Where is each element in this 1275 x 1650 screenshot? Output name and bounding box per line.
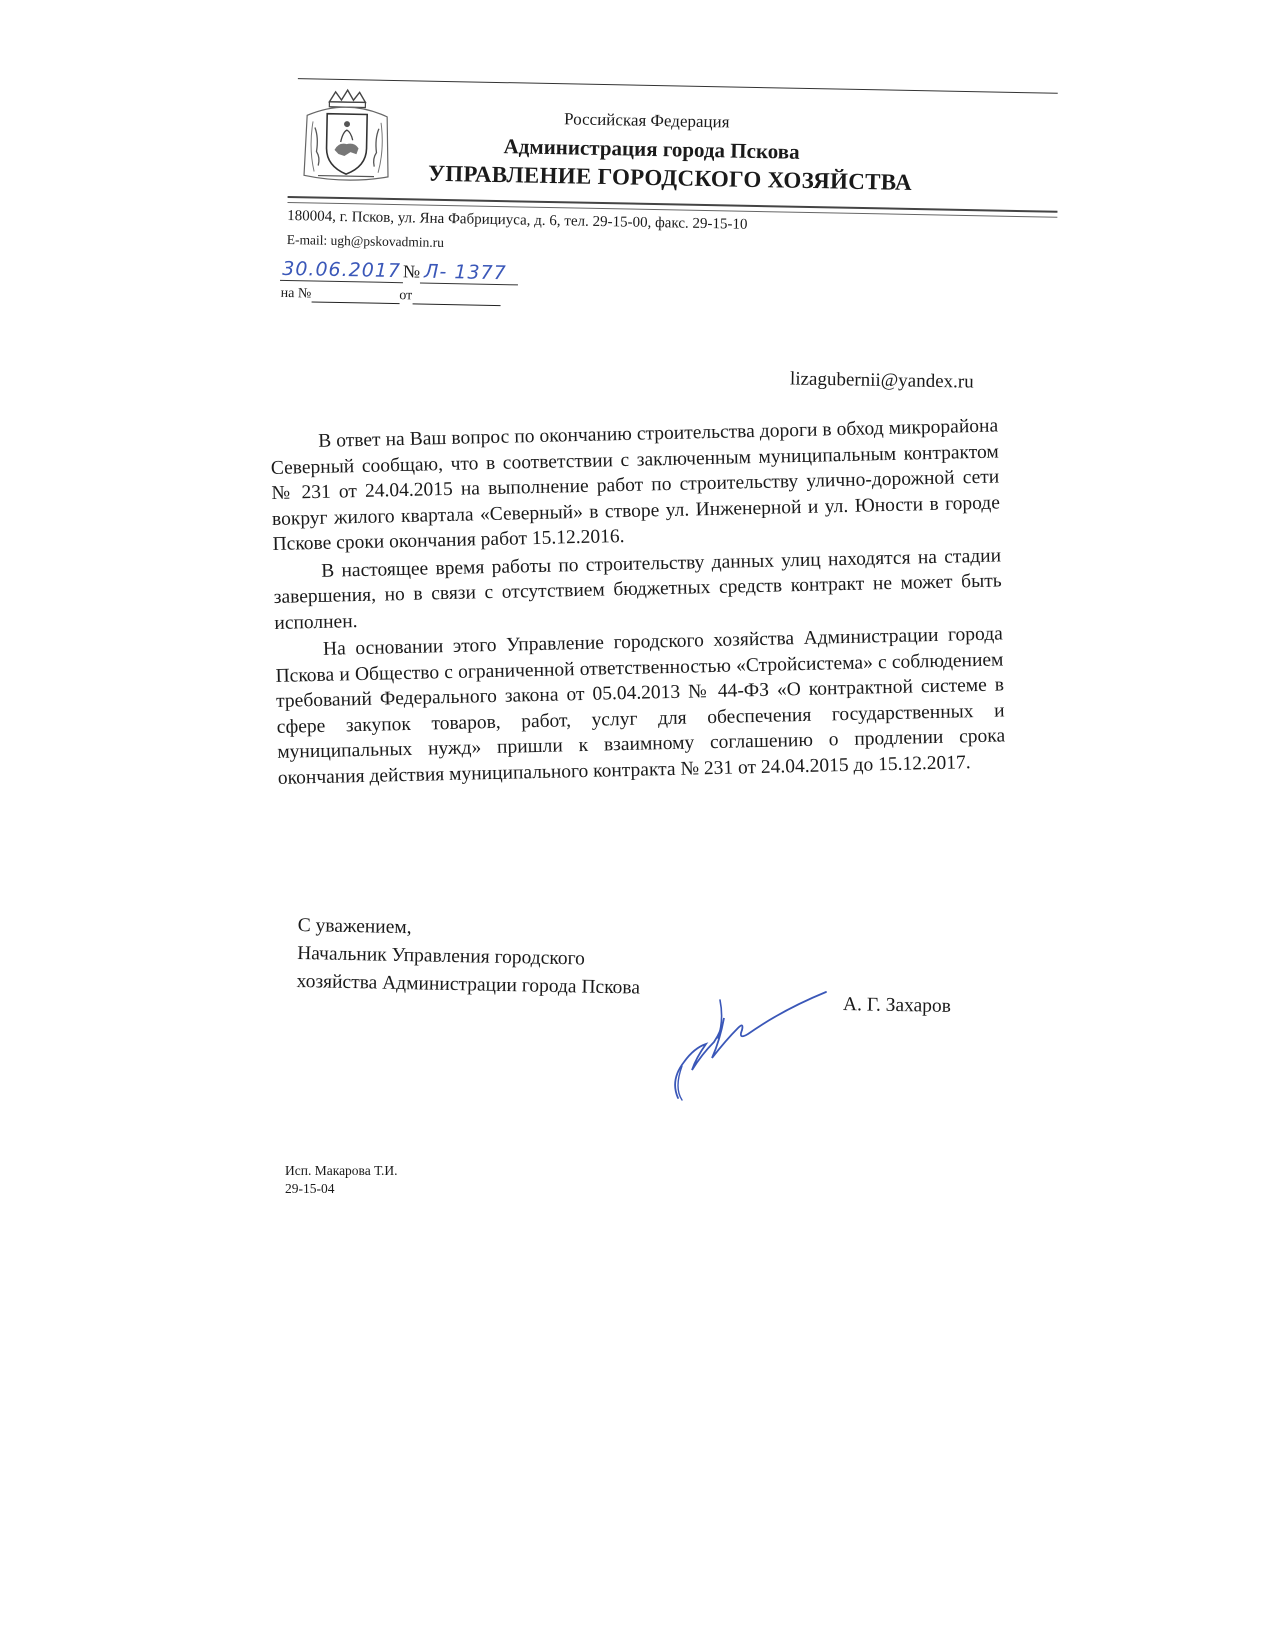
reference-row (281, 286, 501, 306)
executor-name: Исп. Макарова Т.И. (285, 1163, 398, 1178)
handwritten-signature (662, 970, 832, 1110)
header-email: E-mail: ugh@pskovadmin.ru (286, 231, 445, 250)
recipient-email: lizagubernii@yandex.ru (789, 368, 974, 393)
body-paragraph: В настоящее время работы по строительству данных улиц находятся на стадии завершения, но в связи с отсутствием бюджетных средств контракт не может быть исполнен. (273, 544, 1002, 634)
closing-position-line-1: Начальник Управления городского (297, 942, 586, 970)
header-address: 180004, г. Псков, ул. Яна Фабрициуса, д. 6, тел. 29-15-00, факс. 29-15-10 (287, 207, 748, 233)
header-department: УПРАВЛЕНИЕ ГОРОДСКОГО ХОЗЯЙСТВА (427, 160, 913, 195)
closing-position-line-2: хозяйства Администрации города Пскова (296, 970, 641, 999)
registration-number-label: № (402, 261, 421, 282)
executor-block (285, 1162, 398, 1198)
body-paragraph: В ответ на Ваш вопрос по окончанию строительства дороги в обход микрорайона Северный сообщаю, что в соответствии с заключенным муниципальным контрактом № 231 от 24.04.2015 на выполнение работ по строительству улично-дорожной сети вокруг жилого квартала «Северный» в створе ул. Инженерной и ул. Юности в городе Пскове сроки окончания работ 15.12.2016. (270, 415, 1001, 555)
reference-date-blank (412, 289, 500, 306)
header-country: Российская Федерация (563, 109, 730, 132)
signer-name: А. Г. Захаров (842, 994, 952, 1017)
pskov-coat-of-arms-icon (298, 87, 396, 183)
header-administration: Администрация города Пскова (503, 134, 800, 164)
registration-row (280, 255, 518, 286)
letterhead (280, 72, 1069, 327)
registration-number: Л- 1377 (420, 261, 518, 286)
closing-block (296, 912, 641, 1003)
executor-phone: 29-15-04 (285, 1181, 335, 1196)
body-paragraph: На основании этого Управление городского хозяйства Администрации города Пскова и Общество с ограниченной ответственностью «Стройсистема» с соблюдением требований Федерального закона от 05.04.2013 № 44-ФЗ «О контрактной системе в сфере закупок товаров, работ, услуг для обеспечения государственных и муниципальных нужд» пришли к взаимному соглашению о продлении срока окончания действия муниципального контракта № 231 от 24.04.2015 до 15.12.2017. (275, 623, 1006, 789)
reference-number-label: на № (280, 285, 312, 302)
letter-body (270, 413, 1006, 790)
reference-date-label: от (399, 288, 413, 304)
registration-date: 30.06.2017 (280, 258, 403, 283)
reference-number-blank (311, 287, 399, 304)
closing-regards: С уважением, (297, 914, 412, 939)
header-top-rule (298, 78, 1058, 94)
